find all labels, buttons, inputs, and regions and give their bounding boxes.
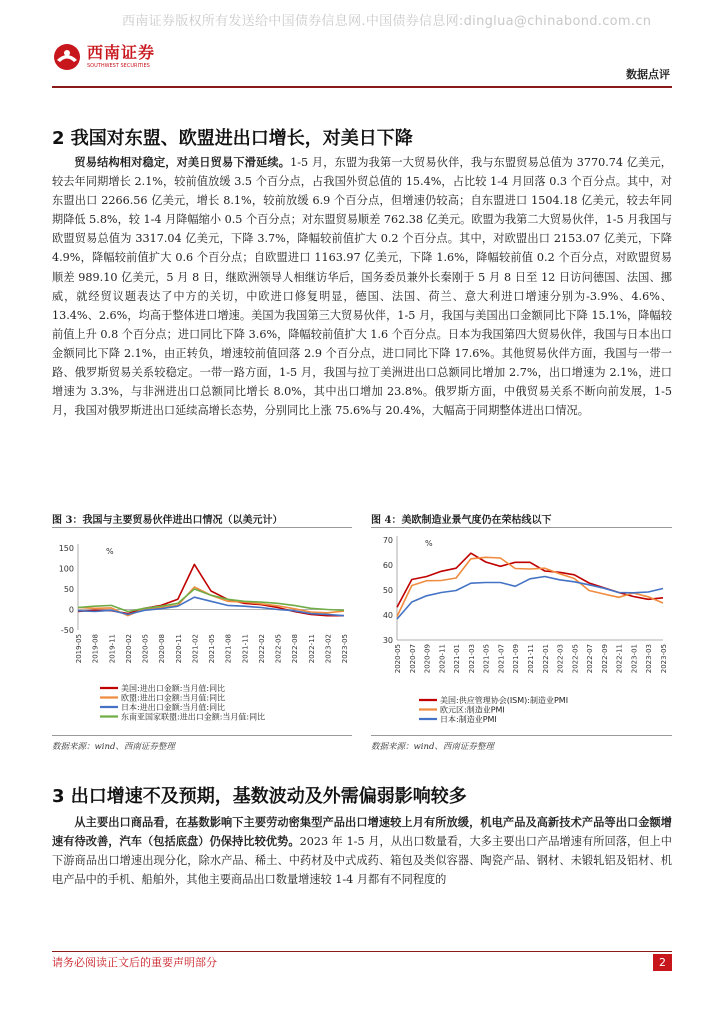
section-3-lead: 从主要出口商品看，在基数影响下主要劳动密集型产品出口增速较上月有所放缓，机电产品及高新技术产品等出口金额增速有待改善，汽车（包括底盘）仍保持比较优势。 <box>52 815 672 849</box>
legend-label: 日本:进出口金额:当月值:同比 <box>121 703 226 712</box>
x-tick-label: 2019-08 <box>91 634 100 664</box>
y-tick-label: 50 <box>63 585 74 594</box>
x-tick-label: 2021-09 <box>512 644 521 674</box>
section-3-body: 2023 年 1-5 月，从出口数量看，大多主要出口产品增速有所回落，但上中下游商品出口增速出现分化，除水产品、稀土、中药材及中式成药、箱包及类似容器、陶瓷产品、钢材、未锻轧铝及铝材、机电产品中的手机、船舶外，其他主要商品出口数量增速较 1-4 月都有不同程度的 <box>52 835 672 887</box>
y-axis-unit: % <box>106 547 114 556</box>
x-tick-label: 2022-05 <box>571 644 580 674</box>
logo-name-en: SOUTHWEST SECURITIES <box>87 63 150 69</box>
logo-icon <box>52 42 82 72</box>
figure-3-chart <box>52 530 352 730</box>
x-tick-label: 2020-05 <box>141 634 150 664</box>
x-tick-label: 2020-09 <box>423 644 432 674</box>
x-tick-label: 2021-07 <box>497 644 506 674</box>
figure-3-top-rule <box>52 527 352 528</box>
y-tick-label: 0 <box>68 605 74 615</box>
footer-divider <box>52 951 672 952</box>
x-tick-label: 2021-03 <box>467 644 476 674</box>
legend-label: 美国:进出口金额:当月值:同比 <box>121 684 226 693</box>
footer-disclaimer-note: 请务必阅读正文后的重要声明部分 <box>52 956 217 969</box>
x-tick-label: 2022-03 <box>556 644 565 674</box>
y-tick-label: 70 <box>382 536 393 545</box>
x-tick-label: 2022-07 <box>586 644 595 674</box>
y-tick-label: 30 <box>382 636 393 645</box>
section-3-paragraph <box>52 813 672 889</box>
figure-4-chart <box>371 530 672 730</box>
y-tick-label: 60 <box>382 561 393 570</box>
x-tick-label: 2022-11 <box>307 634 316 664</box>
x-tick-label: 2021-05 <box>208 634 216 664</box>
x-tick-label: 2021-02 <box>191 634 200 664</box>
x-tick-label: 2020-05 <box>394 644 402 674</box>
figure-3-bottom-rule <box>52 735 352 736</box>
section-3-title: 3 出口增速不及预期，基数波动及外需偏弱影响较多 <box>52 786 467 807</box>
x-tick-label: 2022-05 <box>274 634 283 664</box>
y-tick-label: 40 <box>382 611 393 620</box>
x-tick-label: 2022-02 <box>257 634 266 664</box>
legend-label: 欧盟:进出口金额:当月值:同比 <box>121 693 226 703</box>
header-divider <box>52 86 672 88</box>
figure-4-bottom-rule <box>371 735 672 736</box>
x-tick-label: 2023-02 <box>324 634 333 664</box>
figure-3-source: 数据来源：wind、西南证券整理 <box>52 742 175 752</box>
series-line <box>78 589 344 612</box>
watermark: 西南证券版权所有发送给中国债券信息网.中国债券信息网:dinglua@chinabond.com.cn <box>122 14 652 29</box>
legend-label: 欧元区:制造业PMI <box>440 705 505 715</box>
x-tick-label: 2022-08 <box>291 634 300 664</box>
x-tick-label: 2021-11 <box>527 644 535 674</box>
x-tick-label: 2020-02 <box>124 634 133 664</box>
x-tick-label: 2020-07 <box>408 644 417 674</box>
x-tick-label: 2023-01 <box>630 644 639 674</box>
series-line <box>397 577 663 620</box>
x-tick-label: 2021-11 <box>241 634 250 664</box>
x-tick-label: 2022-09 <box>600 644 609 674</box>
section-2-paragraph <box>52 153 672 420</box>
x-tick-label: 2021-05 <box>482 644 491 674</box>
legend-label: 美国:供应管理协会(ISM):制造业PMI <box>440 696 569 705</box>
series-line <box>397 557 663 616</box>
x-tick-label: 2021-08 <box>224 634 233 664</box>
section-2-body: 1-5 月，东盟为我第一大贸易伙伴，我与东盟贸易总值为 3770.74 亿美元，较去年同期增长 2.1%，较前值放缓 3.5 个百分点，占我国外贸总值的 15.4%，占比较 1-4 月回落 0.3 个百分点。其中，对东盟出口 2266.56 亿美元，增长 8.1%，较前放缓 6.9 个百分点，但增速仍较高；自东盟进口 1504.18 亿美元，较去年同期降低 5.8%，较 1-4 月降幅缩小 0.5 个百分点；对东盟贸易顺差 762.38 亿美元。欧盟为我第二大贸易伙伴，1-5 月我国与欧盟贸易总值为 3317.04 亿美元，下降 3.7%，降幅较前值扩大 0.2 个百分点。其中，对欧盟出口 2153.07 亿美元，下降 4.9%，降幅较前值扩大 0.6 个百分点；自欧盟进口 1163.97 亿美元，下降 1.6%，降幅较前值 0.2 个百分点，对欧盟贸易顺差 989.10 亿美元，5 月 8 日，继欧洲领导人相继访华后，国务委员兼外长秦刚于 5 月 8 日至 12 日访问德国、法国、挪威，就经贸议题表达了中方的关切，中欧进口修复明显，德国、法国、荷兰、意大利进口增速分别为-3.9%、4.6%、13.4%、2.6%，均高于整体进口增速。美国为我国第三大贸易伙伴，1-5 月，我国与美国出口金额同比下降 15.1%，降幅较前值上升 0.8 个百分点；进口同比下降 3.6%，降幅较前值扩大 1.6 个百分点。日本为我国第四大贸易伙伴，我国与日本出口金额同比下降 2.1%，由正转负，增速较前值回落 2.9 个百分点，进口同比下降 17.6%。其他贸易伙伴方面，我国与一带一路、俄罗斯贸易关系较稳定。一带一路方面，1-5 月，我国与拉丁美洲进出口总额同比增加 2.7%，出口增速为 2.1%，进口增速为 3.3%，与非洲进出口总额同比增长 8.0%，其中出口增加 23.8%。俄罗斯方面，中俄贸易关系不断向前发展，1-5 月，我国对俄罗斯进出口延续高增长态势，分别同比上涨 75.6%与 20.4%，大幅高于同期整体进出口情况。 <box>52 156 672 418</box>
x-tick-label: 2019-05 <box>75 634 83 664</box>
report-type: 数据点评 <box>626 68 670 81</box>
legend-label: 日本:制造业PMI <box>440 715 497 724</box>
page-number: 2 <box>653 954 672 971</box>
y-axis-unit: % <box>425 539 433 548</box>
logo-name-cn: 西南证券 <box>87 43 156 62</box>
figure-4-top-rule <box>371 527 672 528</box>
figure-3-title: 图 3：我国与主要贸易伙伴进出口情况（以美元计） <box>52 515 283 526</box>
x-tick-label: 2023-05 <box>341 634 349 664</box>
x-tick-label: 2022-11 <box>615 644 624 674</box>
y-tick-label: 150 <box>58 544 74 553</box>
x-tick-label: 2021-01 <box>453 644 462 674</box>
section-2-title: 2 我国对东盟、欧盟进出口增长，对美日下降 <box>52 128 413 149</box>
x-tick-label: 2019-11 <box>108 634 117 664</box>
x-tick-label: 2020-11 <box>174 634 183 664</box>
section-2-lead: 贸易结构相对稳定，对美日贸易下滑延续。 <box>74 155 291 169</box>
x-tick-label: 2023-03 <box>645 644 654 674</box>
x-tick-label: 2022-01 <box>541 644 550 674</box>
legend-label: 东南亚国家联盟:进出口金额:当月值:同比 <box>121 712 266 722</box>
x-tick-label: 2020-08 <box>158 634 167 664</box>
company-logo <box>52 42 155 72</box>
figure-4-title: 图 4：美欧制造业景气度仍在荣枯线以下 <box>371 515 552 526</box>
x-tick-label: 2023-05 <box>660 644 668 674</box>
y-tick-label: 50 <box>382 586 393 595</box>
y-tick-label: 100 <box>58 564 74 574</box>
figure-4-source: 数据来源：wind、西南证券整理 <box>371 742 494 752</box>
y-tick-label: -50 <box>60 626 74 635</box>
x-tick-label: 2020-11 <box>438 644 447 674</box>
